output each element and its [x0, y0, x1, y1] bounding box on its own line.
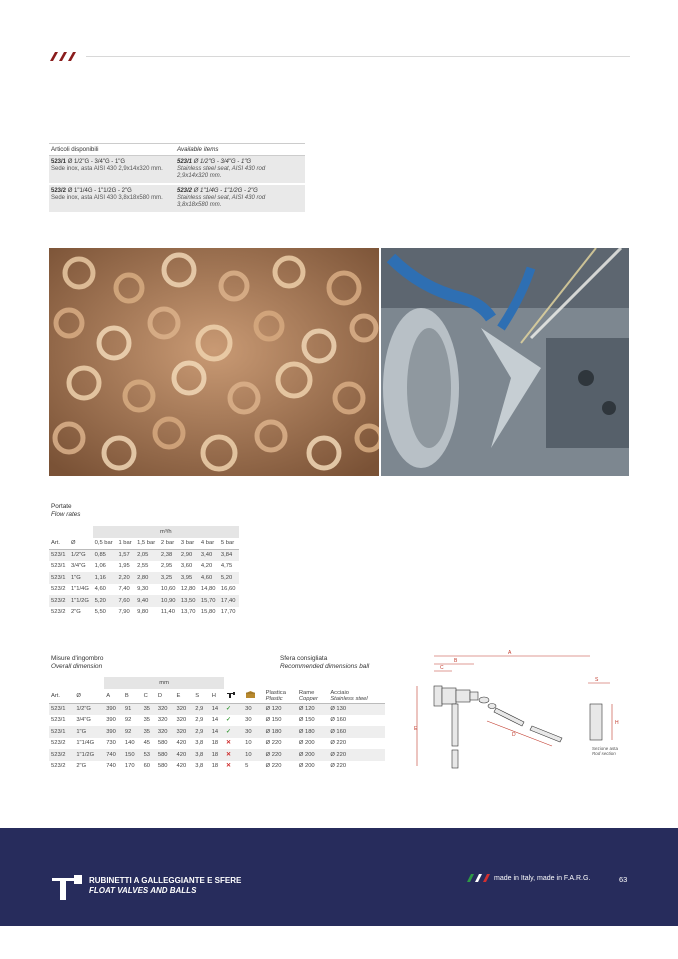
dimension-value-cell: 730: [106, 740, 116, 747]
flow-value-cell: 13,70: [180, 609, 196, 616]
flow-value-cell: 2,90: [179, 549, 199, 561]
diameter-cell: 1"1/4G: [76, 740, 95, 747]
flow-value-cell: 2,38: [159, 549, 179, 561]
ball-size-cell: Ø 150: [298, 717, 315, 724]
ball-size-cell: Ø 220: [330, 763, 347, 770]
dimension-value-cell: 390: [104, 703, 123, 715]
flow-value-cell: 4,75: [220, 563, 233, 570]
diameter-cell: 1"1/2G: [74, 749, 104, 761]
dimension-value-cell: 14: [211, 717, 219, 724]
diameter-cell: 1"1/4G: [71, 586, 89, 593]
dim-label: B: [454, 658, 458, 664]
flow-value-cell: 14,80: [200, 586, 216, 593]
flow-row: [49, 572, 239, 584]
quantity-cell: 10: [245, 740, 252, 747]
top-rule: [86, 56, 630, 57]
flow-value-cell: 12,80: [180, 586, 196, 593]
diameter-cell: 1"G: [69, 572, 93, 584]
dimension-value-cell: 92: [124, 717, 132, 724]
dimension-value-cell: 35: [143, 717, 151, 724]
flow-row: [49, 584, 239, 596]
col-pressure: 3 bar: [179, 538, 199, 550]
dimension-value-cell: 35: [142, 726, 156, 738]
section-en: Rod section: [592, 751, 616, 756]
material-en: Stainless steel: [330, 696, 368, 702]
diameter-cell: 2"G: [71, 609, 81, 616]
dimension-value-cell: 2,9: [193, 703, 209, 715]
col-letter: C: [142, 689, 156, 704]
flow-unit: m³/h: [93, 526, 239, 538]
col-art: Art.: [49, 538, 69, 550]
section-it: Sezione asta: [592, 746, 619, 751]
diameter-cell: 1/2"G: [69, 549, 93, 561]
ball-size-cell: Ø 120: [264, 703, 297, 715]
flow-value-cell: 10,90: [159, 595, 179, 607]
dimension-title-it: Misure d'ingombro: [51, 655, 104, 662]
available-items-table: [49, 143, 305, 212]
check-icon: ✓: [224, 703, 243, 715]
flow-value-cell: 17,40: [219, 595, 239, 607]
dimension-value-cell: 2,9: [193, 726, 209, 738]
brass-rings-photo: [49, 248, 379, 476]
dimension-value-cell: 3,8: [195, 763, 204, 770]
diameter-cell: 1/2"G: [74, 703, 104, 715]
col-letter: B: [123, 689, 142, 704]
col-art: Art.: [49, 689, 74, 704]
flow-value-cell: 4,60: [94, 586, 106, 593]
dimension-value-cell: 14: [210, 703, 224, 715]
available-item-row: [49, 183, 305, 212]
flow-value-cell: 5,50: [94, 609, 106, 616]
valve-icon: [434, 686, 602, 768]
ball-size-cell: Ø 220: [265, 763, 282, 770]
flow-value-cell: 5,20: [93, 595, 117, 607]
dimension-value-cell: 580: [157, 740, 168, 747]
col-diam: Ø: [69, 538, 93, 550]
flow-value-cell: 2,55: [137, 563, 149, 570]
dimension-value-cell: 18: [211, 763, 219, 770]
dimension-title-en: Overall dimension: [51, 662, 103, 670]
ball-title-en: Recommended dimensions ball: [280, 662, 370, 670]
flow-rates-title: [51, 503, 80, 518]
flow-value-cell: 5,20: [219, 572, 239, 584]
brand-logo-icon: [48, 50, 80, 62]
flow-value-cell: 3,40: [199, 549, 219, 561]
art-cell: 523/2: [51, 586, 66, 593]
art-cell: 523/2: [49, 595, 69, 607]
ball-size-cell: Ø 150: [265, 717, 282, 724]
material-it: Acciaio: [330, 689, 349, 696]
art-cell: 523/2: [51, 609, 66, 616]
dim-label: E: [414, 726, 418, 732]
diameter-cell: 3/4"G: [71, 563, 86, 570]
col-pressure: 5 bar: [219, 538, 239, 550]
ball-size-cell: Ø 220: [330, 740, 347, 747]
header-it: Articoli disponibili: [51, 146, 99, 153]
dimension-row: [49, 726, 385, 738]
check-icon: ✓: [225, 717, 231, 724]
col-material: [264, 689, 297, 704]
dim-label: D: [512, 732, 516, 738]
col-letter: S: [193, 689, 209, 704]
dimension-value-cell: 3,8: [195, 740, 204, 747]
flow-value-cell: 1,57: [116, 549, 135, 561]
dimension-value-cell: 2,9: [195, 717, 204, 724]
made-in-text: made in Italy, made in F.A.R.G.: [494, 875, 591, 882]
col-material: [328, 689, 385, 704]
art-cell: 523/1: [49, 726, 74, 738]
dimension-value-cell: 18: [210, 749, 224, 761]
flow-value-cell: 1,95: [118, 563, 130, 570]
item-desc-it: Sede inox, asta AISI 430 3,8x18x580 mm.: [51, 195, 163, 201]
col-pressure: 0,5 bar: [93, 538, 117, 550]
material-it: Plastica: [265, 689, 286, 696]
flow-value-cell: 16,60: [220, 586, 236, 593]
dimension-value-cell: 91: [123, 703, 142, 715]
dimension-row: [49, 703, 385, 715]
dimension-value-cell: 35: [142, 703, 156, 715]
dimension-value-cell: 740: [104, 749, 123, 761]
item-sizes-en: Ø 1/2"G - 3/4"G - 1"G: [193, 159, 252, 165]
item-code-en: 523/1: [177, 159, 193, 165]
dimension-value-cell: 580: [156, 749, 175, 761]
footer-title: [89, 876, 241, 896]
flow-title-it: Portate: [51, 503, 72, 510]
ball-size-cell: Ø 180: [297, 726, 328, 738]
material-en: Copper: [298, 696, 318, 702]
col-letter: E: [175, 689, 194, 704]
diameter-cell: 2"G: [76, 763, 87, 770]
cross-icon: ✕: [225, 740, 231, 747]
header-en: Available items: [177, 146, 219, 153]
flow-value-cell: 9,40: [135, 595, 159, 607]
item-desc-it: Sede inox, asta AISI 430 2,9x14x320 mm.: [51, 166, 163, 172]
available-items-header: [49, 143, 305, 156]
dimension-value-cell: 390: [104, 726, 123, 738]
flow-value-cell: 3,95: [179, 572, 199, 584]
col-pressure: 1 bar: [116, 538, 135, 550]
item-code: 523/2: [51, 188, 67, 194]
ball-title: [280, 655, 369, 670]
dimension-table: [49, 677, 385, 772]
dimension-row: [49, 738, 385, 750]
dimension-value-cell: 53: [142, 749, 156, 761]
flow-rates-table: [49, 526, 239, 618]
art-cell: 523/2: [51, 740, 66, 747]
cross-icon: ✕: [225, 763, 231, 770]
dim-label: S: [595, 677, 599, 683]
item-sizes-en: Ø 1"1/4G - 1"1/2G - 2"G: [193, 188, 258, 194]
flow-value-cell: 3,84: [219, 549, 239, 561]
material-it: Rame: [298, 689, 315, 696]
diameter-cell: 1"G: [74, 726, 104, 738]
section-label: [592, 746, 618, 756]
ball-size-cell: Ø 120: [297, 703, 328, 715]
ball-size-cell: Ø 220: [328, 749, 385, 761]
flow-value-cell: 17,70: [220, 609, 236, 616]
quantity-cell: 30: [243, 703, 264, 715]
diameter-cell: 1"1/2G: [69, 595, 93, 607]
box-icon: [243, 689, 264, 704]
dimension-value-cell: 320: [175, 703, 194, 715]
col-pressure: 4 bar: [199, 538, 219, 550]
dimension-unit: mm: [104, 677, 224, 689]
ball-size-cell: Ø 160: [328, 726, 385, 738]
dim-label: A: [508, 650, 512, 656]
item-sizes: Ø 1"1/4G - 1"1/2G - 2"G: [67, 188, 132, 194]
machining-photo: [381, 248, 629, 476]
ball-size-cell: Ø 130: [328, 703, 385, 715]
flow-value-cell: 7,90: [118, 609, 130, 616]
ball-size-cell: Ø 220: [265, 740, 282, 747]
flow-row: [49, 549, 239, 561]
dimension-value-cell: 320: [176, 717, 187, 724]
dimension-value-cell: 420: [176, 763, 187, 770]
flow-value-cell: 3,60: [180, 563, 193, 570]
ball-size-cell: Ø 200: [297, 749, 328, 761]
col-letter: A: [104, 689, 123, 704]
flow-value-cell: 0,85: [93, 549, 117, 561]
item-desc-en-1: Stainless steel seat, AISI 430 rod: [177, 195, 266, 201]
quantity-cell: 10: [243, 749, 264, 761]
quantity-cell: 5: [245, 763, 249, 770]
dimension-value-cell: 580: [157, 763, 168, 770]
dimension-value-cell: 740: [106, 763, 116, 770]
art-cell: 523/1: [49, 703, 74, 715]
col-letter: D: [156, 689, 175, 704]
faucet-icon: [224, 689, 243, 704]
dimension-row: [49, 761, 385, 773]
flow-value-cell: 2,05: [135, 549, 159, 561]
art-cell: 523/1: [51, 563, 66, 570]
ball-size-cell: Ø 180: [264, 726, 297, 738]
dimension-value-cell: 18: [211, 740, 219, 747]
col-letter: H: [210, 689, 224, 704]
item-desc-en-2: 2,9x14x320 mm.: [177, 173, 222, 179]
diameter-cell: 3/4"G: [76, 717, 91, 724]
item-sizes: Ø 1/2"G - 3/4"G - 1"G: [67, 159, 126, 165]
dimension-value-cell: 45: [143, 740, 151, 747]
flow-value-cell: 13,50: [179, 595, 199, 607]
flow-value-cell: 2,95: [160, 563, 173, 570]
flow-value-cell: 7,40: [118, 586, 130, 593]
page-number: 63: [619, 875, 628, 884]
art-cell: 523/1: [51, 717, 66, 724]
dimension-value-cell: 320: [157, 717, 168, 724]
dimension-value-cell: 92: [123, 726, 142, 738]
col-pressure: 1,5 bar: [135, 538, 159, 550]
flow-value-cell: 2,80: [135, 572, 159, 584]
quantity-cell: 30: [243, 726, 264, 738]
art-cell: 523/2: [51, 763, 66, 770]
flow-row: [49, 595, 239, 607]
dimension-value-cell: 14: [210, 726, 224, 738]
item-desc-en-2: 3,8x18x580 mm.: [177, 202, 222, 208]
ball-size-cell: Ø 220: [264, 749, 297, 761]
dimension-row: [49, 749, 385, 761]
flow-value-cell: 4,20: [200, 563, 213, 570]
flow-row: [49, 607, 239, 619]
dimension-value-cell: 150: [123, 749, 142, 761]
dimension-value-cell: 170: [124, 763, 135, 770]
ball-size-cell: Ø 200: [298, 740, 315, 747]
dimension-value-cell: 320: [156, 703, 175, 715]
dim-label: H: [615, 720, 619, 726]
col-material: [297, 689, 328, 704]
flow-value-cell: 11,40: [160, 609, 175, 616]
ball-size-cell: Ø 160: [330, 717, 347, 724]
flow-value-cell: 1,16: [93, 572, 117, 584]
dimension-value-cell: 420: [176, 740, 187, 747]
quantity-cell: 30: [245, 717, 252, 724]
dimension-value-cell: 60: [143, 763, 151, 770]
item-code-en: 523/2: [177, 188, 193, 194]
flow-value-cell: 2,20: [116, 572, 135, 584]
dimension-value-cell: 320: [175, 726, 194, 738]
item-desc-en-1: Stainless steel seat, AISI 430 rod: [177, 166, 266, 172]
flow-value-cell: 4,60: [199, 572, 219, 584]
art-cell: 523/1: [49, 549, 69, 561]
footer-title-it: RUBINETTI A GALLEGGIANTE E SFERE: [89, 876, 242, 885]
dimension-value-cell: 420: [175, 749, 194, 761]
material-en: Plastic: [265, 696, 283, 702]
dimension-value-cell: 320: [156, 726, 175, 738]
flow-value-cell: 9,80: [137, 609, 149, 616]
dimension-row: [49, 715, 385, 727]
dim-label: C: [440, 665, 444, 671]
dimension-value-cell: 140: [124, 740, 135, 747]
brand-logo-icon: [466, 873, 492, 883]
footer-title-en: FLOAT VALVES AND BALLS: [89, 886, 197, 895]
flow-value-cell: 1,06: [94, 563, 106, 570]
flow-value-cell: 9,30: [137, 586, 149, 593]
available-item-row: [49, 156, 305, 183]
flow-value-cell: 15,80: [200, 609, 216, 616]
flow-title-en: Flow rates: [51, 510, 81, 518]
flow-row: [49, 561, 239, 573]
cross-icon: ✕: [224, 749, 243, 761]
art-cell: 523/1: [49, 572, 69, 584]
col-diam: Ø: [74, 689, 104, 704]
flow-value-cell: 15,70: [199, 595, 219, 607]
col-pressure: 2 bar: [159, 538, 179, 550]
dimension-title: [51, 655, 103, 670]
art-cell: 523/2: [49, 749, 74, 761]
faucet-icon: [50, 872, 84, 902]
check-icon: ✓: [224, 726, 243, 738]
valve-drawing: [412, 646, 622, 776]
item-code: 523/1: [51, 159, 67, 165]
ball-title-it: Sfera consigliata: [280, 655, 328, 662]
dimension-value-cell: 3,8: [193, 749, 209, 761]
dimension-value-cell: 390: [106, 717, 116, 724]
flow-value-cell: 3,25: [159, 572, 179, 584]
ball-size-cell: Ø 200: [298, 763, 315, 770]
flow-value-cell: 7,60: [116, 595, 135, 607]
flow-value-cell: 10,60: [160, 586, 176, 593]
